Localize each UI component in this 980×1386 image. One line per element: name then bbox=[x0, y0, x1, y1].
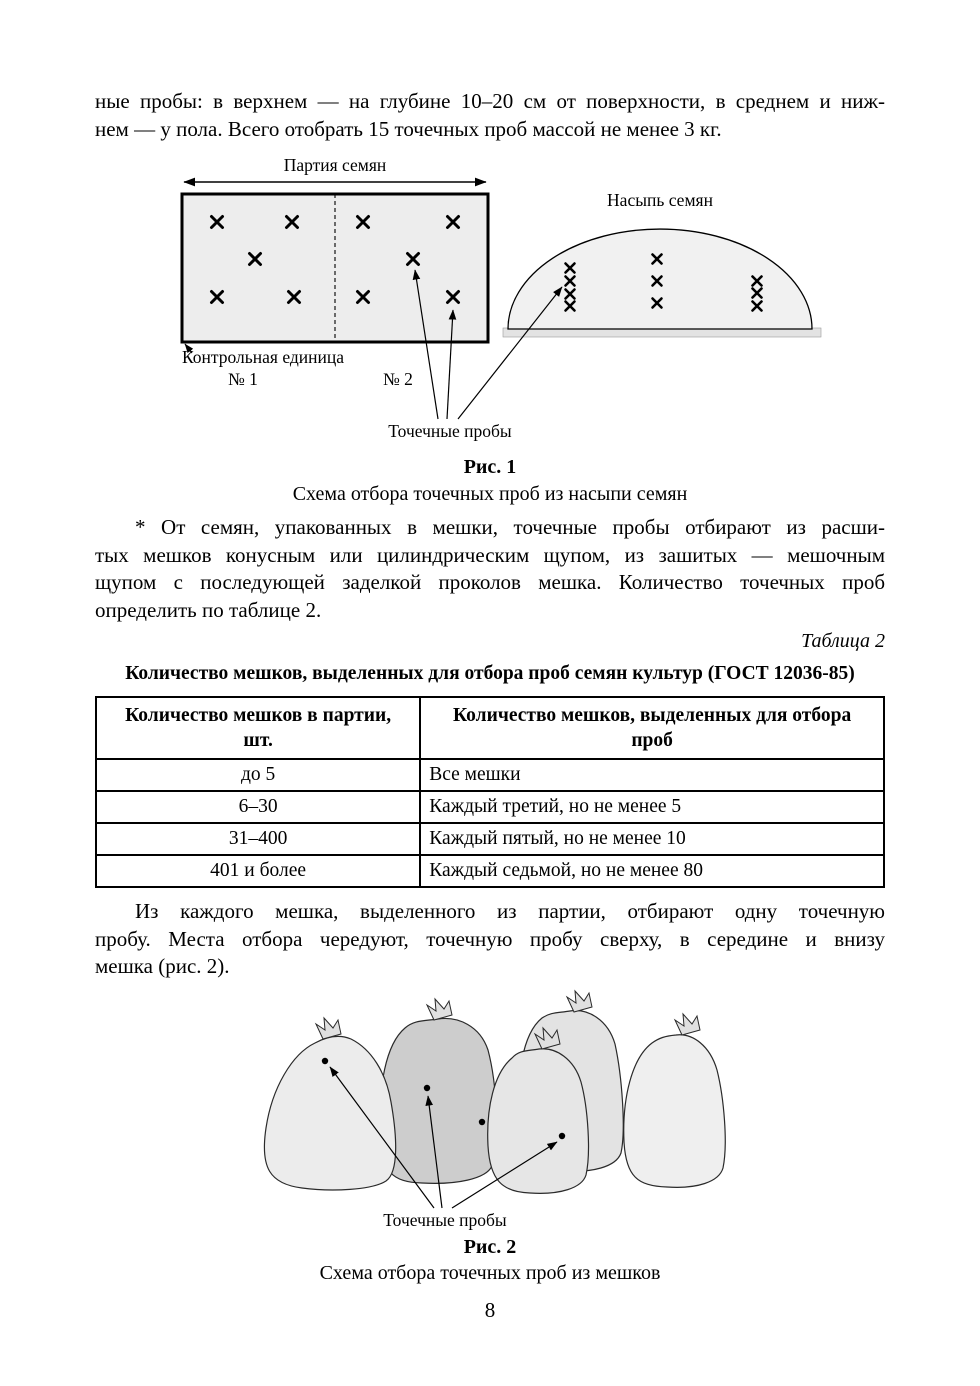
table-cell: 6–30 bbox=[96, 791, 420, 823]
table-row bbox=[96, 823, 884, 855]
sample-point bbox=[479, 1119, 485, 1125]
note-line: определить по таблице 2. bbox=[95, 597, 322, 622]
bags-sampling-table bbox=[95, 696, 885, 888]
header-line: Количество мешков в партии, bbox=[125, 705, 392, 726]
sample-point bbox=[424, 1085, 430, 1091]
sample-point bbox=[559, 1133, 565, 1139]
table-cell: Каждый седьмой, но не менее 80 bbox=[420, 855, 884, 887]
sack-tie bbox=[675, 1014, 700, 1035]
note-line: * От семян, упакованных в мешки, точечные пробы отбирают из расши- bbox=[135, 515, 885, 539]
table-cell: Каждый третий, но не менее 5 bbox=[420, 791, 884, 823]
unit2-label: № 2 bbox=[383, 369, 413, 389]
figure-1-caption: Рис. 1 bbox=[463, 456, 517, 478]
intro-paragraph bbox=[95, 88, 885, 143]
sack-tie bbox=[567, 991, 592, 1012]
header-line: проб bbox=[631, 730, 673, 751]
figure-1-subcaption: Схема отбора точечных проб из насыпи семян bbox=[292, 483, 688, 505]
table-row bbox=[96, 759, 884, 791]
intro-line: нем — у пола. Всего отобрать 15 точечных проб массой не менее 3 кг. bbox=[95, 116, 722, 141]
figure-1-diagram bbox=[85, 156, 845, 448]
table-side-label: Таблица 2 bbox=[801, 630, 885, 652]
table-header-cell bbox=[96, 697, 420, 759]
table-header-cell bbox=[420, 697, 884, 759]
table-cell: 31–400 bbox=[96, 823, 420, 855]
point-samples-label: Точечные пробы bbox=[383, 1210, 507, 1230]
page-number: 8 bbox=[484, 1298, 496, 1322]
sample-point bbox=[322, 1058, 328, 1064]
table-cell: до 5 bbox=[96, 759, 420, 791]
intro-line: ные пробы: в верхнем — на глубине 10–20 см от поверхности, в среднем и ниж- bbox=[95, 89, 885, 113]
sack-tie bbox=[427, 999, 452, 1020]
figure-2-caption: Рис. 2 bbox=[463, 1236, 517, 1258]
paragraph-2-line: пробу. Места отбора чередуют, точечную пробу сверху, в середине и внизу bbox=[95, 926, 885, 951]
sack-shape bbox=[488, 1049, 589, 1194]
point-samples-label: Точечные пробы bbox=[388, 421, 512, 441]
table-cell: Каждый пятый, но не менее 10 bbox=[420, 823, 884, 855]
sack-shape bbox=[624, 1035, 725, 1188]
unit1-label: № 1 bbox=[228, 369, 258, 389]
table-cell: Все мешки bbox=[420, 759, 884, 791]
table-row bbox=[96, 855, 884, 887]
table-cell: 401 и более bbox=[96, 855, 420, 887]
table-row bbox=[96, 791, 884, 823]
figure-2-subcaption: Схема отбора точечных проб из мешков bbox=[319, 1262, 661, 1284]
paragraph-2 bbox=[95, 898, 885, 981]
note-paragraph bbox=[95, 514, 885, 624]
control-unit-label: Контрольная единица bbox=[182, 347, 344, 367]
party-label: Партия семян bbox=[283, 156, 387, 175]
table-header-row bbox=[96, 697, 884, 759]
table-title: Количество мешков, выделенных для отбора проб семян культур (ГОСТ 12036-85) bbox=[125, 663, 855, 684]
note-line: тых мешков конусным или цилиндрическим щупом, из зашитых — мешочным bbox=[95, 542, 885, 567]
figure-2-diagram bbox=[220, 986, 760, 1232]
sack-shape bbox=[264, 1036, 395, 1189]
header-line: Количество мешков, выделенных для отбора bbox=[452, 705, 852, 726]
paragraph-2-line: Из каждого мешка, выделенного из партии, отбирают одну точечную bbox=[135, 899, 885, 923]
header-line: шт. bbox=[243, 730, 273, 751]
paragraph-2-line: мешка (рис. 2). bbox=[95, 954, 230, 978]
note-line: щупом с последующей заделкой проколов мешка. Количество точечных проб bbox=[95, 570, 885, 594]
heap-label: Насыпь семян bbox=[607, 190, 713, 210]
